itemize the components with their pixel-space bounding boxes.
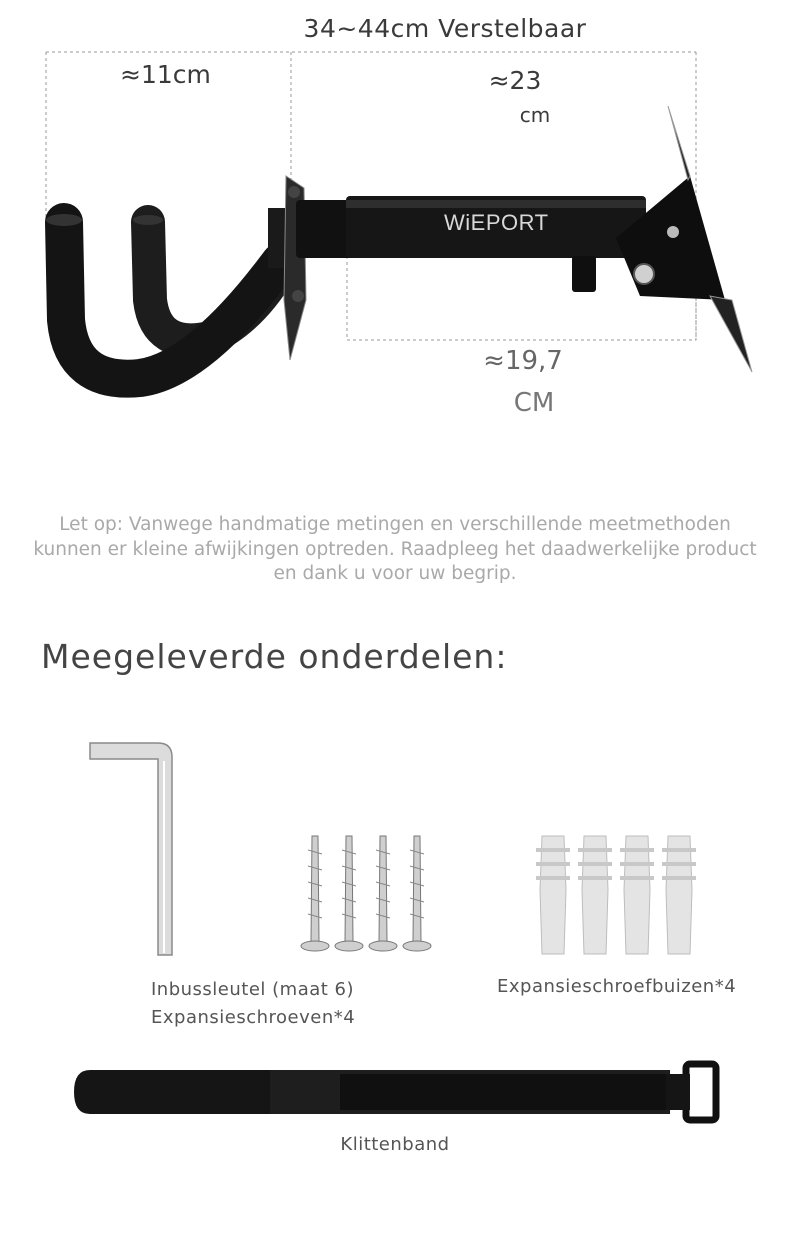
bike-hook-illustration	[0, 0, 790, 440]
screws-image	[292, 830, 452, 960]
brand-label: WiEPORT	[444, 210, 549, 235]
velcro-strap-caption: Klittenband	[340, 1134, 450, 1155]
arm-length-value: ≈23	[488, 66, 542, 95]
arm-length-label	[470, 60, 560, 136]
tube-length-unit: CM	[513, 388, 555, 418]
tube-length-label	[478, 340, 568, 424]
screw	[403, 836, 431, 951]
tube-length-value: ≈19,7	[483, 346, 563, 376]
parts-caption-left	[151, 976, 355, 1032]
screw	[301, 836, 329, 951]
wall-anchors-caption: Expansieschroefbuizen*4	[497, 976, 737, 997]
wall-anchors-image	[530, 830, 710, 960]
hook-arms	[46, 214, 280, 379]
hook-width-label: ≈11cm	[120, 60, 211, 89]
allen-key-caption: Inbussleutel (maat 6)	[151, 979, 355, 1000]
screw	[369, 836, 397, 951]
measurement-notice: Let op: Vanwege handmatige metingen en verschillende meetmethoden kunnen er kleine afwijkingen optreden. Raadpleeg het daadwerkelijke product en dank u voor uw begrip.	[33, 514, 757, 584]
allen-key-image	[80, 735, 190, 965]
wall-anchor	[662, 836, 696, 954]
wall-anchor	[536, 836, 570, 954]
velcro-strap-image	[70, 1058, 730, 1128]
wall-anchor	[578, 836, 612, 954]
wall-anchor	[620, 836, 654, 954]
screws-caption: Expansieschroeven*4	[151, 1007, 356, 1028]
wall-bracket	[616, 106, 752, 372]
arm-length-unit: cm	[519, 103, 551, 127]
section-title: Meegeleverde onderdelen:	[41, 637, 508, 676]
adjustable-range-label: 34~44cm Verstelbaar	[303, 14, 587, 43]
screw	[335, 836, 363, 951]
